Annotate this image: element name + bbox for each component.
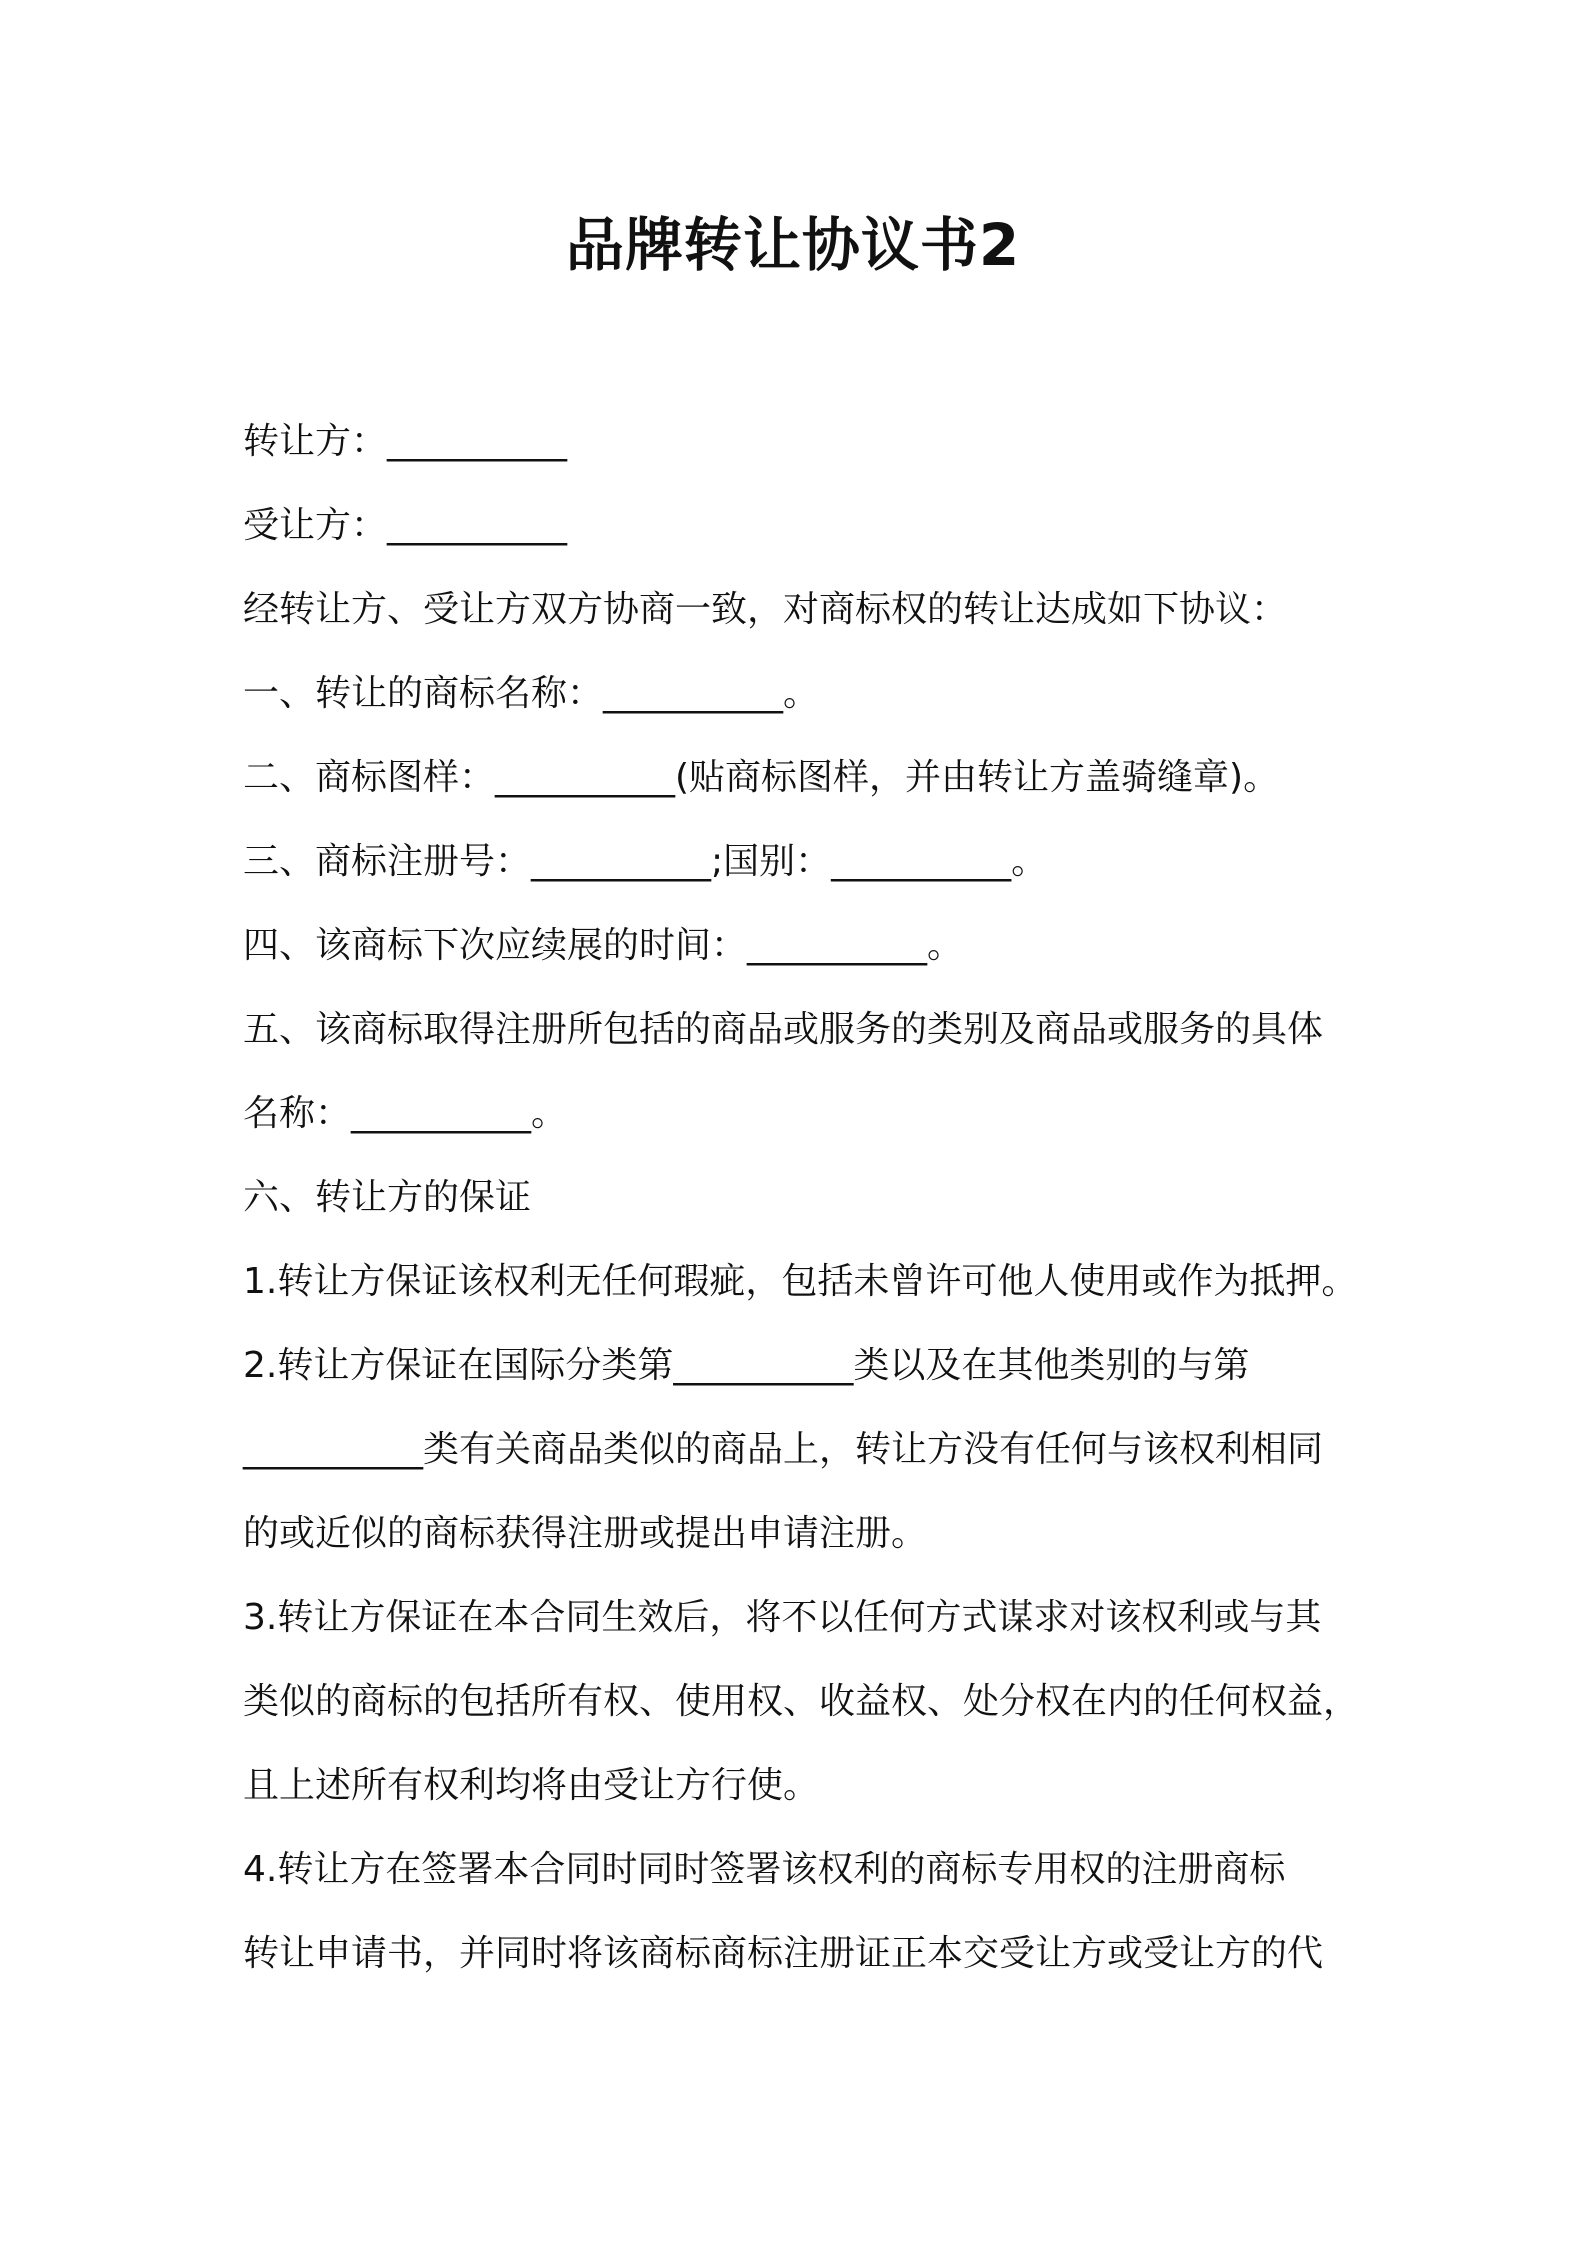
warranty-3-cont: 类似的商标的包括所有权、使用权、收益权、处分权在内的任何权益， xyxy=(243,1681,1360,1722)
clause-1-trademark-name: 一、转让的商标名称：__________。 xyxy=(243,673,820,714)
document-body xyxy=(243,400,1393,1996)
document-title: 品牌转让协议书2 xyxy=(565,211,1021,279)
warranty-2-cont: __________类有关商品类似的商品上，转让方没有任何与该权利相同 xyxy=(243,1429,1324,1470)
preamble-paragraph: 经转让方、受让方双方协商一致，对商标权的转让达成如下协议： xyxy=(243,589,1288,630)
warranty-4: 4.转让方在签署本合同时同时签署该权利的商标专用权的注册商标 xyxy=(243,1849,1286,1890)
clause-6-heading: 六、转让方的保证 xyxy=(243,1177,532,1218)
clause-2-trademark-sample: 二、商标图样：__________(贴商标图样，并由转让方盖骑缝章)。 xyxy=(243,757,1280,798)
clause-5-goods-services-cont: 名称：__________。 xyxy=(243,1093,568,1134)
party-transferee-line: 受让方：__________ xyxy=(243,505,568,546)
clause-3-registration-number: 三、商标注册号：__________;国别：__________。 xyxy=(243,841,1048,882)
warranty-1: 1.转让方保证该权利无任何瑕疵，包括未曾许可他人使用或作为抵押。 xyxy=(243,1261,1358,1302)
clause-4-renewal-time: 四、该商标下次应续展的时间：__________。 xyxy=(243,925,964,966)
warranty-4-cont: 转让申请书，并同时将该商标商标注册证正本交受让方或受让方的代 xyxy=(243,1933,1324,1974)
party-transferor-line: 转让方：__________ xyxy=(243,421,568,462)
warranty-2-cont: 的或近似的商标获得注册或提出申请注册。 xyxy=(243,1513,928,1554)
warranty-2: 2.转让方保证在国际分类第__________类以及在其他类别的与第 xyxy=(243,1345,1250,1386)
warranty-3-cont: 且上述所有权利均将由受让方行使。 xyxy=(243,1765,820,1806)
warranty-3: 3.转让方保证在本合同生效后，将不以任何方式谋求对该权利或与其 xyxy=(243,1597,1322,1638)
clause-5-goods-services: 五、该商标取得注册所包括的商品或服务的类别及商品或服务的具体 xyxy=(243,1009,1324,1050)
